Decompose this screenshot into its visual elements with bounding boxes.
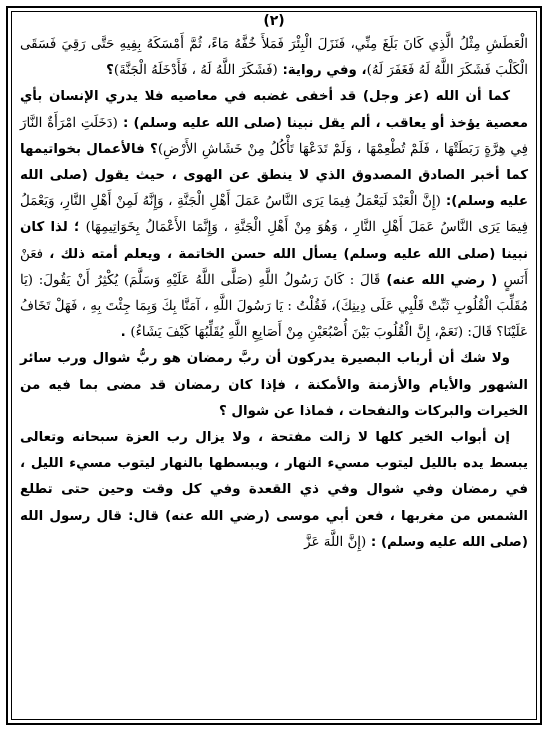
body-text: ولا شك أن أرباب البصيرة يدركون أن ربَّ رمضان هو ربُّ شوال ورب سائر الشهور والأيام والأزمنة والأمكنة ، فإذا كان رمضان قد مضى بما فيه من الخيرات والبركات والنفحات ، فماذا عن شوال ؟	[20, 351, 528, 419]
hadith-quote: الْعَطَشِ مِثْلُ الَّذِي كَانَ بَلَغَ مِنِّي، فَنَزَلَ الْبِئْرَ فَمَلأَ خُفَّهُ مَاءً، ثُمَّ أَمْسَكَهُ بِفِيهِ حَتَّى رَقِيَ فَسَقَى الْكَلْبَ فَشَكَرَ اللَّهُ لَهُ فَغَفَرَ لَهُ)	[20, 37, 528, 79]
hadith-quote: قَالَ : كَانَ رَسُولُ اللَّهِ (صَلَّى اللَّهُ عَلَيْهِ وَسَلَّمَ) يُكْثِرُ أَنْ يَقُولَ: (يَا مُقَلِّبَ الْقُلُوبِ ثَبِّتْ قَلْبِي عَلَى دِينِكَ)، فَقُلْتُ : يَا رَسُولَ اللَّهِ ، آمَنَّا بِكَ وَبِمَا جِئْتَ بِهِ ، فَهَلْ تَخَافُ عَلَيْنَا؟ قَالَ: (نَعَمْ، إِنَّ الْقُلُوبَ بَيْنَ أُصْبُعَيْنِ مِنْ أَصَابِعِ اللَّهِ يُقَلِّبُهَا كَيْفَ يَشَاءُ)	[20, 272, 528, 341]
paragraph-p3	[20, 346, 528, 425]
paragraph-p1	[20, 32, 528, 84]
hadith-quote: فعَنْ أَنَسٍ	[20, 246, 528, 288]
hadith-quote: (إِنَّ اللَّهَ عَزَّ	[304, 534, 367, 550]
body-text: إن أبواب الخير كلها لا زالت مفتحة ، ولا يزال رب العزة سبحانه وتعالى يبسط يده بالليل ليتوب مسيء النهار ، ويبسطها بالنهار ليتوب مسيء الليل ، في رمضان وفي شوال وفي ذي القعدة وفي كل وقت وحين حتى تطلع الشمس من مغربها ، فعن أبي موسى (رضي الله عنه) قال: قال رسول الله (صلى الله عليه وسلم) :	[20, 430, 528, 550]
body-text: ؟ فالأعمال بخواتيمها كما أخبر الصادق المصدوق الذي لا ينطق عن الهوى ، حيث يقول (صلى الله عليه وسلم):	[20, 141, 528, 210]
hadith-quote: (إِنَّ الْعَبْدَ لَيَعْمَلُ فِيمَا يَرَى النَّاسُ عَمَلَ أَهْلِ الْجَنَّةِ ، وَإِنَّهُ لَمِنْ أَهْلِ النَّارِ، وَيَعْمَلُ فِيمَا يَرَى النَّاسُ عَمَلَ أَهْلِ النَّارِ ، وَهُوَ مِنْ أَهْلِ الْجَنَّةِ ، وَإِنَّمَا الأَعْمَالُ بِخَوَاتِيمِهَا)	[20, 194, 528, 236]
body-text: ، وفي رواية:	[277, 63, 367, 79]
page-frame	[6, 6, 542, 725]
paragraph-p4	[20, 425, 528, 556]
page-number: (٢)	[263, 13, 285, 29]
body-text: ؛ لذا كان نبينا (صلى الله عليه وسلم) يسأل الله حسن الخاتمة ، ويعلم أمته ذلك ،	[20, 220, 528, 262]
body-text: كما أن الله (عز وجل) قد أخفى غضبه في معاصيه فلا يدري الإنسان بأي معصية يؤخذ أو يعاقب ، ألم يقل نبينا (صلى الله عليه وسلم) :	[20, 89, 528, 131]
hadith-quote: (دَخَلَتِ امْرَأَةٌ النَّارَ فِي هِرَّةٍ رَبَطَتْهَا ، فَلَمْ تُطْعِمْهَا ، وَلَمْ تَدَعْهَا تَأْكُلُ مِنْ خَشَاشِ الأَرْضِ)	[20, 115, 528, 157]
body-text: ؟	[106, 63, 114, 79]
body-text: ( رضي الله عنه)	[380, 272, 504, 288]
body-text: .	[120, 325, 131, 341]
hadith-quote: (فَشَكَرَ اللَّهُ لَهُ ، فَأَدْخَلَهُ الْجَنَّةَ)	[113, 63, 278, 79]
paragraph-p2	[20, 84, 528, 346]
document-body	[20, 32, 528, 556]
